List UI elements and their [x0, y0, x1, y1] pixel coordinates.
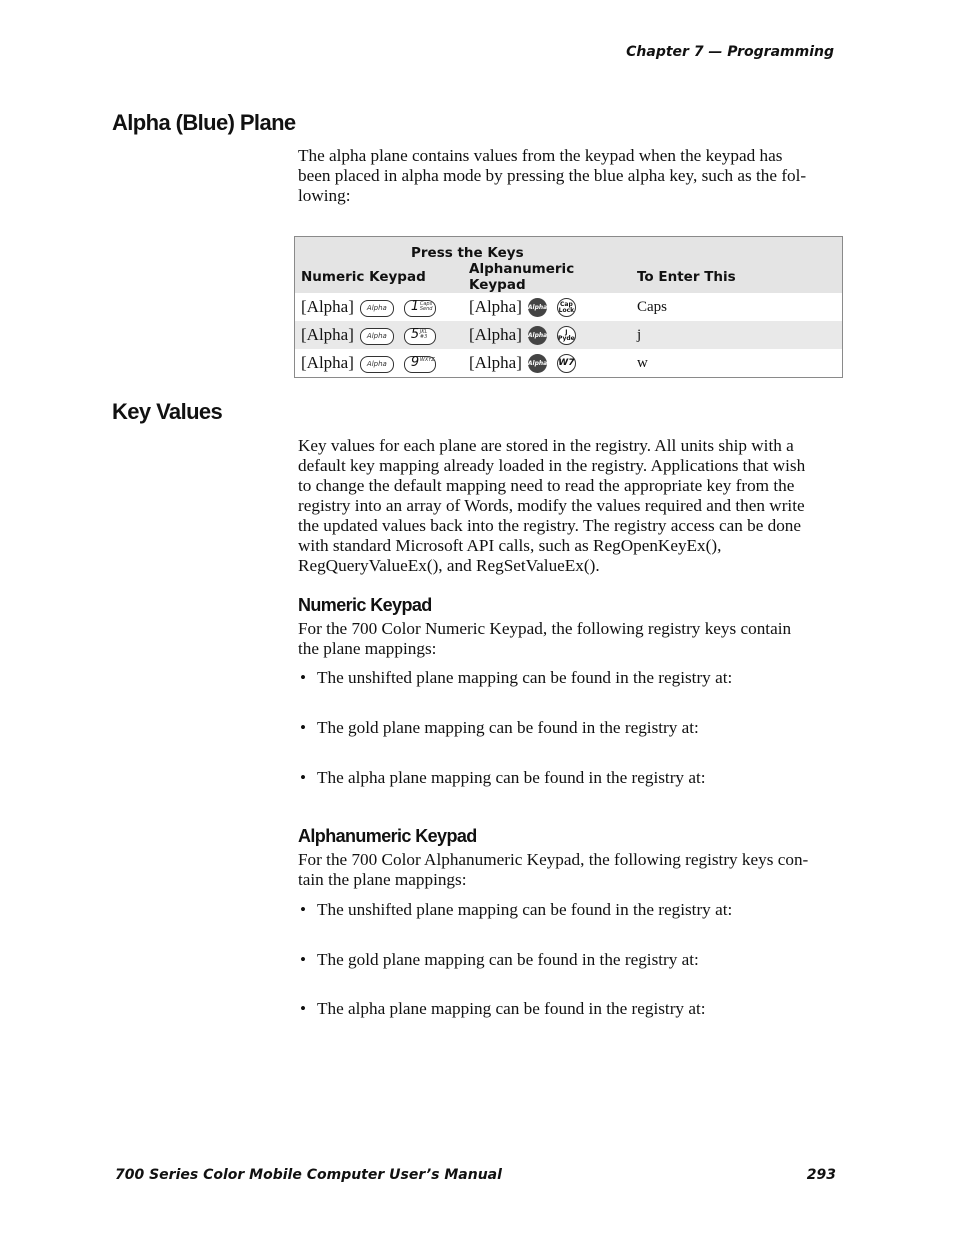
table-row: [295, 321, 843, 349]
text-line: default key mapping already loaded in the registry. Applications that wish: [298, 456, 806, 475]
text-line: The alpha plane contains values from the keypad when the keypad has: [298, 146, 783, 165]
enter-value: w: [637, 354, 648, 371]
key-1-icon: 1 Caps Send: [404, 300, 436, 317]
alpha-text: [Alpha]: [469, 352, 522, 372]
alpha-dot-key-icon: Alpha: [528, 298, 547, 317]
alpha-text: [Alpha]: [301, 353, 354, 372]
text-line: RegQueryValueEx(), and RegSetValueEx().: [298, 556, 600, 575]
enter-value: j: [631, 321, 843, 349]
text-line: For the 700 Color Numeric Keypad, the following registry keys contain: [298, 619, 792, 638]
heading-key-values: Key Values: [112, 399, 223, 424]
alpha-key-icon: Alpha: [360, 300, 394, 317]
alpha-key-icon: Alpha: [360, 356, 394, 373]
alpha-text: [Alpha]: [301, 297, 354, 316]
text-line: to change the default mapping need to read the appropriate key from the: [298, 476, 795, 495]
text-line: For the 700 Color Alphanumeric Keypad, the following registry keys con-: [298, 850, 809, 869]
list-item: • The gold plane mapping can be found in the registry at:: [300, 950, 699, 969]
alphanumeric-keypad-paragraph: [298, 850, 838, 890]
numeric-keypad-paragraph: [298, 619, 838, 659]
text-line: Key values for each plane are stored in the registry. All units ship with a: [298, 436, 794, 455]
list-item: • The unshifted plane mapping can be found in the registry at:: [300, 900, 733, 919]
page-number: 293: [806, 1167, 836, 1183]
list-item: • The alpha plane mapping can be found in the registry at:: [300, 768, 706, 787]
key-values-paragraph: [298, 436, 838, 576]
list-item: • The unshifted plane mapping can be found in the registry at:: [300, 668, 733, 687]
key-5-icon: 5 JKL #3: [404, 328, 436, 345]
col-header-numeric: Numeric Keypad: [295, 261, 464, 293]
list-item: • The alpha plane mapping can be found in the registry at:: [300, 999, 706, 1018]
text-line: registry into an array of Words, modify the values required and then write: [298, 496, 805, 515]
heading-numeric-keypad: Numeric Keypad: [298, 595, 432, 615]
heading-alphanumeric-keypad: Alphanumeric Keypad: [298, 826, 477, 846]
text-line: with standard Microsoft API calls, such as RegOpenKeyEx(),: [298, 536, 722, 555]
heading-alpha-plane: Alpha (Blue) Plane: [112, 110, 296, 135]
list-item: • The gold plane mapping can be found in the registry at:: [300, 718, 699, 737]
alpha-keys-table: [294, 236, 843, 378]
footer-manual-title: 700 Series Color Mobile Computer User’s Manual: [115, 1167, 502, 1183]
cap-lock-key-icon: Cap Lock: [557, 298, 576, 317]
text-line: the updated values back into the registry. The registry access can be done: [298, 516, 802, 535]
j-key-icon: J Pyde: [557, 326, 576, 345]
alpha-dot-key-icon: Alpha: [528, 326, 547, 345]
w7-key-icon: W7: [557, 354, 576, 373]
text-line: tain the plane mappings:: [298, 870, 467, 889]
alpha-key-icon: Alpha: [360, 328, 394, 345]
table-row: [295, 293, 843, 321]
alpha-plane-paragraph: [298, 146, 838, 206]
key-9-icon: 9 WXYZ: [404, 356, 436, 373]
text-line: the plane mappings:: [298, 639, 437, 658]
text-line: lowing:: [298, 186, 351, 205]
alpha-text: [Alpha]: [469, 296, 522, 316]
alpha-text: [Alpha]: [469, 324, 522, 344]
col-header-enter: To Enter This: [631, 261, 843, 293]
enter-value: Caps: [637, 298, 667, 315]
alpha-dot-key-icon: Alpha: [528, 354, 547, 373]
col-header-alphanumeric: Alphanumeric Keypad: [463, 261, 631, 293]
table-group-header: Press the Keys: [463, 237, 843, 262]
alpha-text: [Alpha]: [301, 325, 354, 344]
text-line: been placed in alpha mode by pressing the blue alpha key, such as the fol-: [298, 166, 807, 185]
table-row: [295, 349, 843, 378]
running-header: Chapter 7 — Programming: [626, 44, 834, 60]
